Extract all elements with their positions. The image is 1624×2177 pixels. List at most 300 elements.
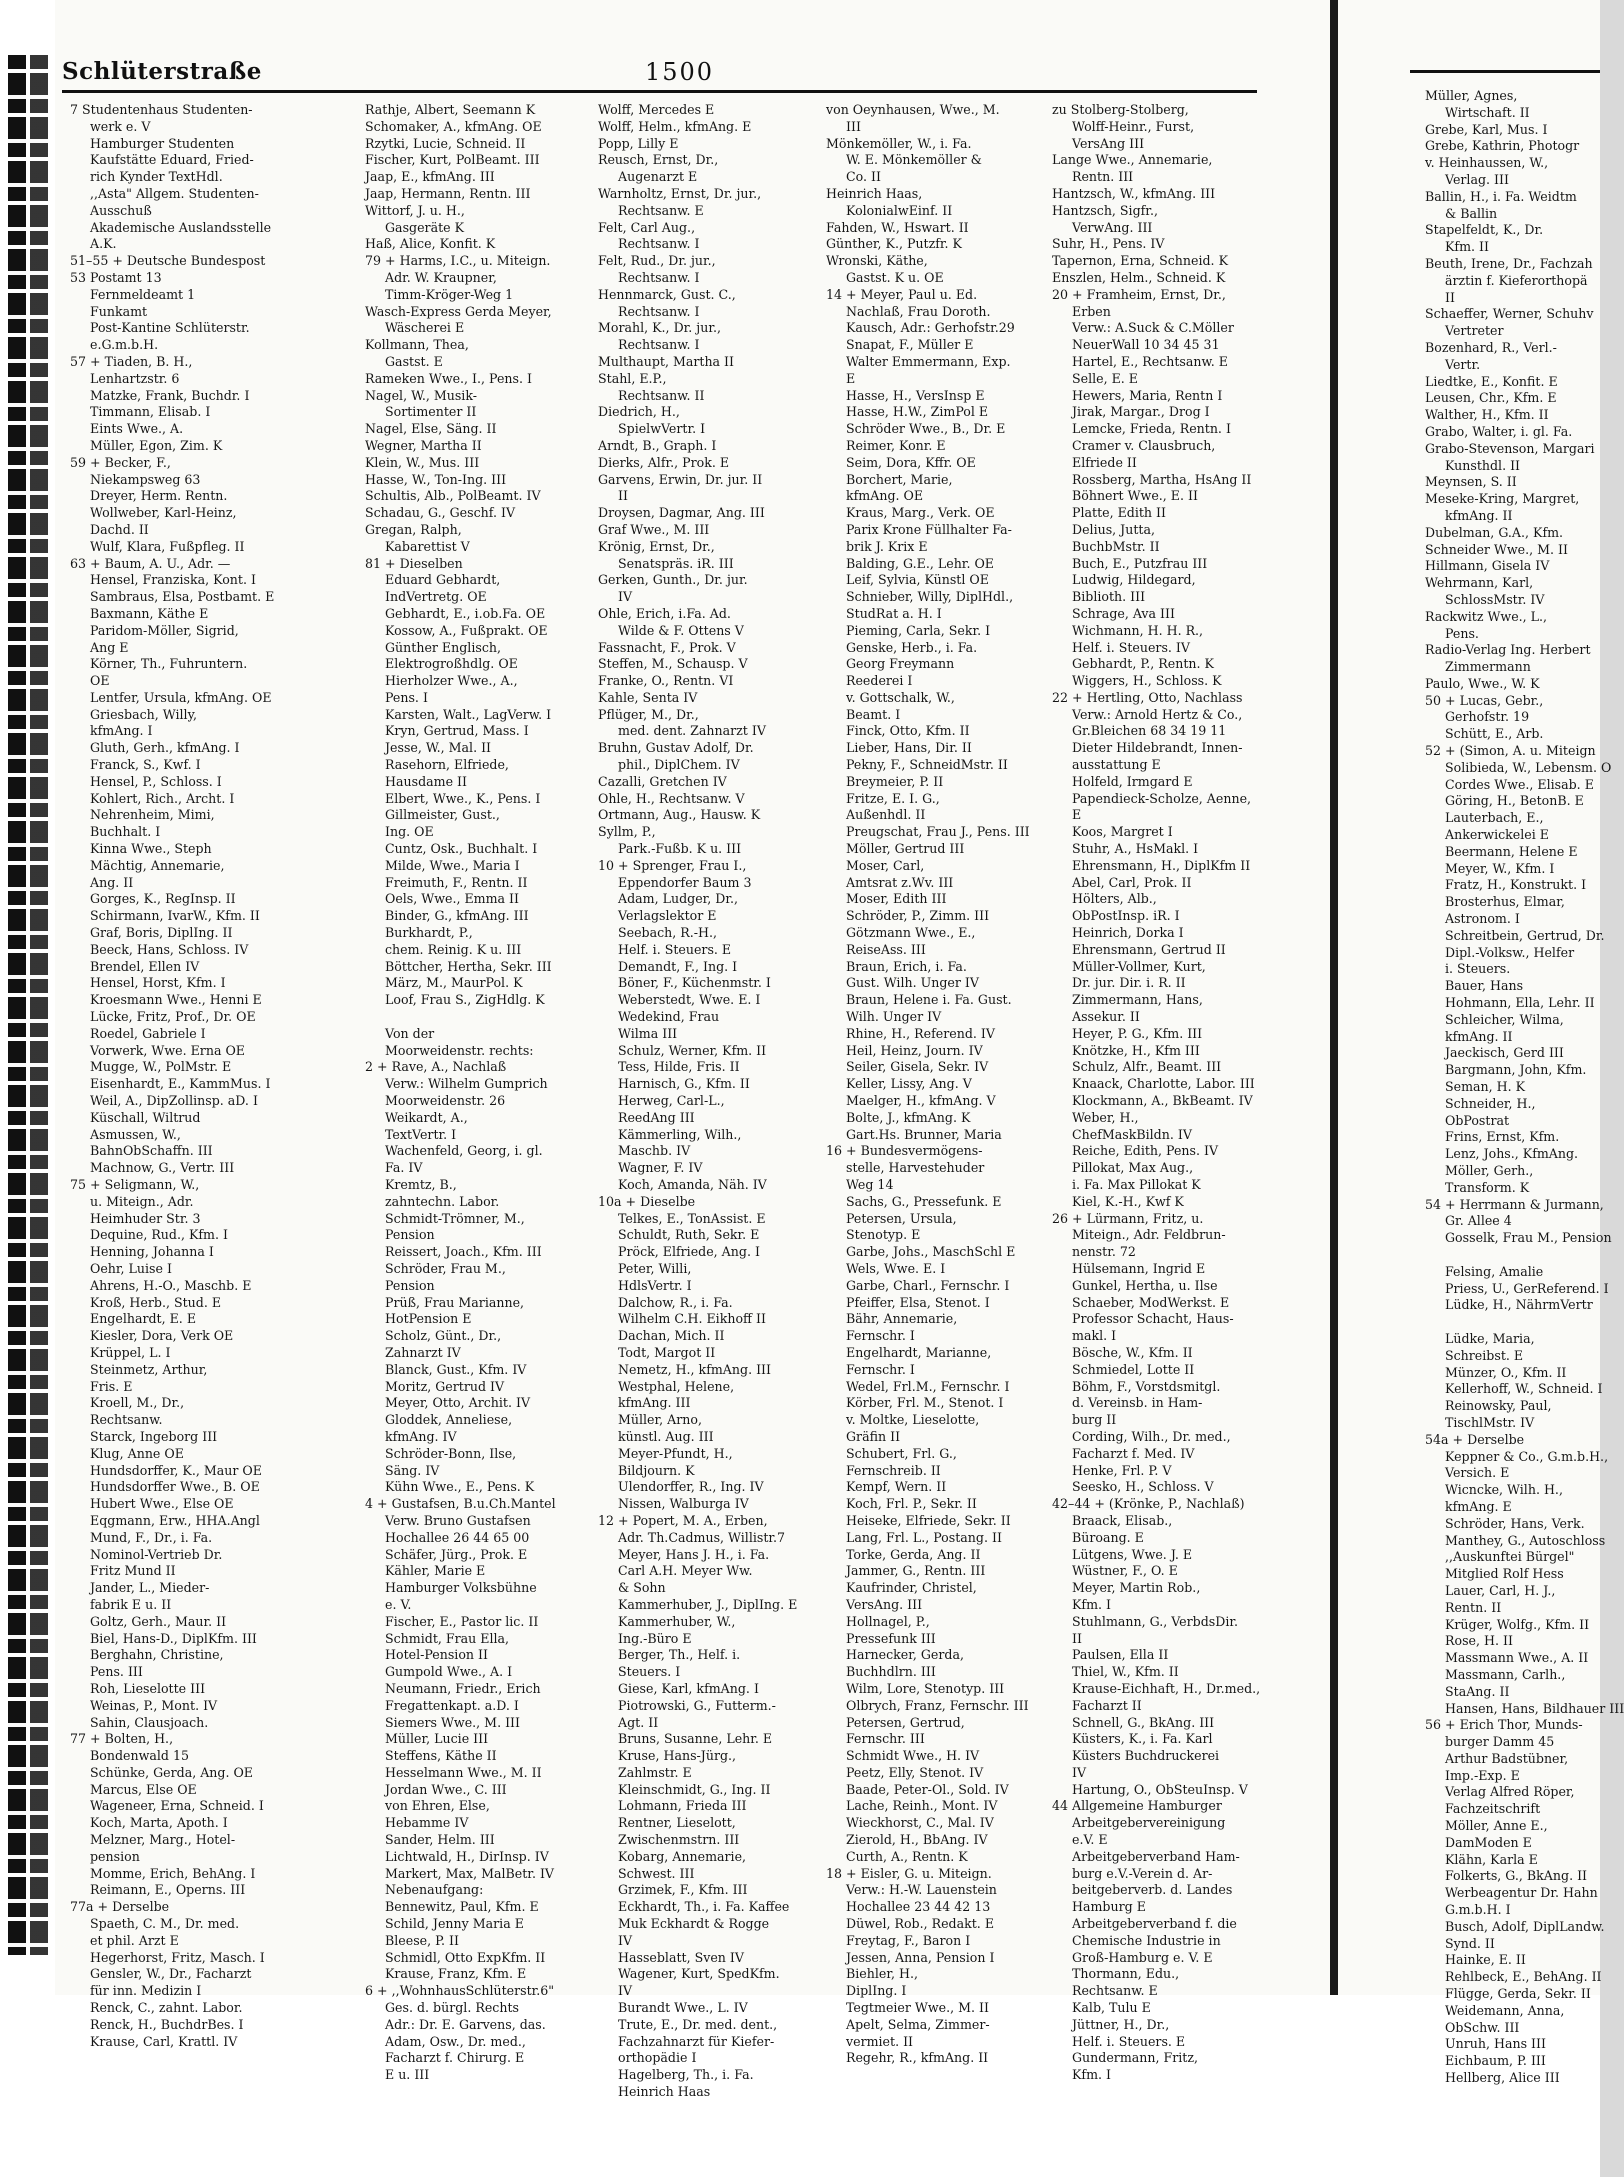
directory-entry-line: Arbeitgebervereinigung [1072, 1815, 1226, 1831]
directory-entry-line: Heimhuder Str. 3 [90, 1210, 201, 1226]
directory-entry-line: Kroell, M., Dr., [90, 1395, 185, 1411]
directory-entry-line: Schreitbein, Gertrud, Dr. [1445, 927, 1605, 943]
directory-entry-line: Kruse, Hans-Jürg., [618, 1748, 737, 1764]
directory-entry-line: Bruns, Susanne, Lehr. E [618, 1731, 773, 1747]
directory-entry-line: Solibieda, W., Lebensm. O [1445, 759, 1612, 775]
directory-entry-line: kfmAng. E [1445, 1498, 1512, 1514]
directory-entry-line: Schubert, Frl. G., [846, 1445, 957, 1461]
directory-entry-line: Warnholtz, Ernst, Dr. jur., [598, 185, 762, 201]
directory-entry-line: Verw.: Wilhelm Gumprich [385, 1076, 548, 1092]
directory-entry-line: Günther, K., Putzfr. K [826, 236, 962, 252]
directory-entry-line: Kämmerling, Wilh., [618, 1126, 742, 1142]
directory-entry-line: Reissert, Joach., Kfm. III [385, 1244, 542, 1260]
directory-entry-line: Machnow, G., Vertr. III [90, 1160, 235, 1176]
directory-entry-line: Dipl.-Volksw., Helfer [1445, 944, 1575, 960]
directory-entry-line: Dreyer, Herm. Rentn. [90, 488, 228, 504]
directory-entry-line: Lemcke, Frieda, Rentn. I [1072, 421, 1231, 437]
directory-entry-line: Bennewitz, Paul, Kfm. E [385, 1899, 539, 1915]
directory-entry-line: ObPostInsp. iR. I [1072, 908, 1180, 924]
directory-entry-line: Mund, F., Dr., i. Fa. [90, 1529, 213, 1545]
directory-entry-line: BahnObSchaffn. III [90, 1143, 213, 1159]
directory-entry-line: Grzimek, F., Kfm. III [618, 1882, 748, 1898]
directory-entry-line: Bähr, Annemarie, [846, 1311, 958, 1327]
directory-entry-line: & Sohn [618, 1580, 666, 1596]
directory-entry-line: Sambraus, Elsa, Postbamt. E [90, 589, 275, 605]
directory-entry-line: Nissen, Walburga IV [618, 1496, 749, 1512]
directory-entry-line: Niekampsweg 63 [90, 471, 201, 487]
directory-entry-line: Fischer, E., Pastor lic. II [385, 1613, 539, 1629]
directory-entry-line: Fritze, E. I. G., [846, 790, 940, 806]
directory-entry-line: Steuers. I [618, 1664, 681, 1680]
directory-entry-line: Gregan, Ralph, [365, 521, 462, 537]
directory-entry-line: Lange Wwe., Annemarie, [1052, 152, 1213, 168]
directory-entry-line: Beermann, Helene E [1445, 843, 1578, 859]
directory-entry-line: Günther Englisch, [385, 639, 501, 655]
directory-entry-line: Wilma III [618, 1025, 678, 1041]
directory-entry-line: Heil, Heinz, Journ. IV [846, 1042, 983, 1058]
directory-entry-line: Burkhardt, P., [385, 925, 473, 941]
directory-entry-line: Melzner, Marg., Hotel- [90, 1832, 236, 1848]
directory-entry-line: Klug, Anne OE [90, 1445, 184, 1461]
directory-entry-line: Eichbaum, P. III [1445, 2053, 1546, 2069]
directory-entry-line: Hölters, Alb., [1072, 891, 1157, 907]
directory-entry-line: Cording, Wilh., Dr. med., [1072, 1428, 1231, 1444]
directory-entry-line: u. Miteign., Adr. [90, 1193, 194, 1209]
directory-entry-line: Gebhardt, P., Rentn. K [1072, 656, 1214, 672]
directory-entry-line: E [846, 370, 856, 386]
directory-entry-line: Stapelfeldt, K., Dr. [1425, 222, 1544, 238]
directory-entry-line: Pröck, Elfriede, Ang. I [618, 1244, 760, 1260]
directory-entry-line: Franck, S., Kwf. I [90, 757, 201, 773]
directory-entry-line: Kammerhuber, W., [618, 1613, 736, 1629]
directory-entry-line: Klockmann, A., BkBeamt. IV [1072, 1093, 1253, 1109]
directory-entry-line: Freimuth, F., Rentn. II [385, 874, 528, 890]
directory-entry-line: Böhm, F., Vorstdsmitgl. [1072, 1378, 1221, 1394]
directory-entry-line: Giese, Karl, kfmAng. I [618, 1680, 759, 1696]
directory-entry-line: Hubert Wwe., Else OE [90, 1496, 234, 1512]
directory-entry-line: Wiggers, H., Schloss. K [1072, 673, 1222, 689]
directory-entry-line: Reinowsky, Paul, [1445, 1398, 1552, 1414]
directory-entry-line: Kunsthdl. II [1445, 457, 1521, 473]
directory-entry-line: Starck, Ingeborg III [90, 1428, 218, 1444]
directory-entry-line: Bösche, W., Kfm. II [1072, 1344, 1193, 1360]
directory-entry-line: Von der [385, 1025, 435, 1041]
directory-entry-line: Rhine, H., Referend. IV [846, 1025, 995, 1041]
directory-entry-line: Renck, C., zahnt. Labor. [90, 2000, 243, 2016]
directory-entry-line: ausstattung E [1072, 757, 1161, 773]
directory-entry-line: Außenhdl. II [846, 807, 926, 823]
directory-entry-line: DiplIng. I [846, 1983, 907, 1999]
directory-entry-line: Akademische Auslandsstelle [90, 219, 272, 235]
directory-entry-line: Hantzsch, W., kfmAng. III [1052, 185, 1216, 201]
directory-entry-line: Buchhdlrn. III [846, 1664, 936, 1680]
directory-entry-line: Gosselk, Frau M., Pension [1445, 1230, 1612, 1246]
directory-entry-line: 59 + Becker, F., [70, 454, 171, 470]
directory-entry-line: Harnecker, Gerda, [846, 1647, 964, 1663]
directory-entry-line: Braack, Elisab., [1072, 1512, 1173, 1528]
directory-entry-line: Moser, Edith III [846, 891, 947, 907]
directory-entry-line: Busch, Adolf, DiplLandw. [1445, 1918, 1605, 1934]
directory-entry-line: Graf, Boris, DiplIng. II [90, 925, 233, 941]
directory-entry-line: Paridom-Möller, Sigrid, [90, 622, 239, 638]
directory-entry-line: Baxmann, Käthe E [90, 605, 209, 621]
directory-entry-line: Flügge, Gerda, Sekr. II [1445, 1986, 1591, 2002]
directory-entry-line: Wirtschaft. II [1445, 104, 1530, 120]
directory-entry-line: Moorweidenstr. rechts: [385, 1042, 534, 1058]
directory-entry-line: VersAng III [1072, 135, 1145, 151]
directory-entry-line: rich Kynder TextHdl. [90, 169, 223, 185]
directory-entry-line: Verlagslektor E [618, 908, 717, 924]
directory-entry-line: Gastst. E [385, 353, 443, 369]
directory-entry-line: Markert, Max, MalBetr. IV [385, 1865, 555, 1881]
directory-entry-line: i. Fa. Max Pillokat K [1072, 1177, 1201, 1192]
directory-entry-line: Berger, Th., Helf. i. [618, 1647, 741, 1663]
directory-entry-line: Ohle, H., Rechtsanw. V [598, 790, 745, 806]
directory-entry-line: Kellerhoff, W., Schneid. I [1445, 1381, 1603, 1397]
directory-entry-line: 79 + Harms, I.C., u. Miteign. [365, 253, 551, 269]
directory-entry-line: Müller, Egon, Zim. K [90, 437, 223, 453]
directory-entry-line: Dachan, Mich. II [618, 1328, 725, 1344]
directory-entry-line: d. Vereinsb. in Ham- [1072, 1395, 1203, 1411]
directory-entry-line: Seim, Dora, Kffr. OE [846, 454, 976, 470]
directory-entry-line: Reimer, Konr. E [846, 437, 946, 453]
directory-entry-line: Ortmann, Aug., Hausw. K [598, 807, 761, 823]
directory-entry-line: Parix Krone Füllhalter Fa- [846, 521, 1012, 537]
directory-entry-line: 63 + Baum, A. U., Adr. — [70, 555, 231, 571]
directory-entry-line: Zwischenmstrn. III [618, 1832, 740, 1848]
directory-entry-line: Cramer v. Clausbruch, [1072, 437, 1216, 453]
directory-entry-line: SpielwVertr. I [618, 421, 706, 437]
directory-entry-line: Vertr. [1445, 356, 1481, 372]
directory-entry-line: Rehlbeck, E., BehAng. II [1445, 1969, 1602, 1985]
directory-entry-line [1425, 1247, 1603, 1264]
directory-entry-line: Gundermann, Fritz, [1072, 2050, 1198, 2066]
directory-entry-line: burger Damm 45 [1445, 1734, 1555, 1750]
directory-entry-line: Franke, O., Rentn. VI [598, 673, 734, 689]
directory-entry-line: Schmiedel, Lotte II [1072, 1361, 1195, 1377]
directory-entry-line: Spaeth, C. M., Dr. med. [90, 1916, 240, 1932]
directory-entry-line: Nagel, Else, Säng. II [365, 421, 497, 437]
directory-entry-line: Weikardt, A., [385, 1109, 468, 1125]
directory-entry-line: Facharzt f. Med. IV [1072, 1445, 1195, 1461]
directory-entry-line: Stuhr, A., HsMakl. I [1072, 841, 1199, 857]
directory-entry-line: Professor Schacht, Haus- [1072, 1311, 1234, 1327]
directory-entry-line: Transform. K [1445, 1179, 1530, 1195]
directory-entry-line: Verw.: A.Suck & C.Möller [1072, 320, 1234, 336]
directory-entry-line: Koch, Amanda, Näh. IV [618, 1177, 767, 1192]
directory-entry-line: Meyer, Otto, Archit. IV [385, 1395, 531, 1411]
directory-entry-line: Müller, Agnes, [1425, 88, 1518, 103]
directory-entry-line: Kollmann, Thea, [365, 337, 469, 353]
directory-entry-line: Wollweber, Karl-Heinz, [90, 505, 237, 521]
directory-entry-line: Ang. II [90, 874, 134, 890]
directory-column-4 [826, 102, 1044, 2066]
directory-entry-line: Krüppel, L. I [90, 1344, 171, 1360]
directory-entry-line: A.K. [90, 236, 117, 252]
directory-entry-line: Wieckhorst, C., Mal. IV [846, 1815, 994, 1831]
directory-entry-line: 51–55 + Deutsche Bundespost [70, 253, 266, 269]
directory-entry-line: ,,Asta" Allgem. Studenten- [90, 185, 259, 201]
directory-entry-line: Priess, U., GerReferend. I [1445, 1280, 1609, 1296]
directory-entry-line: Leusen, Chr., Kfm. E [1425, 390, 1557, 406]
directory-entry-line: Jirak, Margar., Drog I [1072, 404, 1210, 420]
directory-entry-line: Adam, Ludger, Dr., [618, 891, 739, 907]
directory-entry-line: Buchhalt. I [90, 824, 161, 840]
directory-entry-line: IndVertretg. OE [385, 589, 487, 605]
directory-entry-line: Freytag, F., Baron I [846, 1932, 971, 1948]
directory-entry-line: Schröder, Hans, Verk. [1445, 1515, 1585, 1531]
directory-entry-line: Ohle, Erich, i.Fa. Ad. [598, 605, 731, 621]
directory-entry-line: Hagelberg, Th., i. Fa. [618, 2067, 754, 2083]
directory-entry-line: II [1445, 289, 1455, 305]
directory-entry-line: Hensel, Franziska, Kont. I [90, 572, 256, 588]
directory-entry-line: Thormann, Edu., [1072, 1966, 1180, 1982]
directory-entry-line: Gunkel, Hertha, u. Ilse [1072, 1277, 1218, 1293]
directory-entry-line: Preugschat, Frau J., Pens. III [846, 824, 1030, 840]
directory-entry-line: Koch, Marta, Apoth. I [90, 1815, 228, 1831]
directory-entry-line: Berghahn, Christine, [90, 1647, 224, 1663]
directory-entry-line: Beamt. I [846, 706, 901, 722]
directory-entry-line: Beeck, Hans, Schloss. IV [90, 941, 249, 957]
directory-entry-line: Burandt Wwe., L. IV [618, 2000, 748, 2016]
directory-entry-line: Steffens, Käthe II [385, 1748, 497, 1764]
directory-entry-line: Moritz, Gertrud IV [385, 1378, 505, 1394]
directory-entry-line: Zierold, H., BbAng. IV [846, 1832, 988, 1848]
directory-entry-line: Nominol-Vertrieb Dr. [90, 1546, 223, 1562]
directory-column-6 [1425, 88, 1624, 2086]
directory-entry-line: ReedAng III [618, 1109, 695, 1125]
directory-entry-line: Gr.Bleichen 68 34 19 11 [1072, 723, 1227, 739]
directory-entry-line: Wasch-Express Gerda Meyer, [365, 303, 552, 319]
header-rule [62, 90, 1257, 93]
directory-entry-line: Kroesmann Wwe., Henni E [90, 992, 262, 1008]
directory-entry-line: Moorweidenstr. 26 [385, 1093, 506, 1109]
directory-entry-line: Erben [1072, 303, 1111, 319]
directory-entry-line: Ulendorffer, R., Ing. IV [618, 1479, 764, 1495]
directory-entry-line: 75 + Seligmann, W., [70, 1177, 200, 1192]
directory-entry-line: beitgeberverb. d. Landes [1072, 1882, 1233, 1898]
directory-entry-line: Lücke, Fritz, Prof., Dr. OE [90, 1009, 256, 1025]
directory-entry-line: Folkerts, G., BkAng. II [1445, 1868, 1588, 1884]
directory-entry-line: DamModen E [1445, 1834, 1532, 1850]
directory-entry-line: 54a + Derselbe [1425, 1431, 1525, 1447]
directory-entry-line: Wilhelm C.H. Eikhoff II [618, 1311, 766, 1327]
directory-entry-line: Lüdke, H., NährmVertr [1445, 1297, 1593, 1313]
directory-entry-line: Hamburger Volksbühne [385, 1580, 537, 1596]
directory-entry-line: Timm-Kröger-Weg 1 [385, 286, 514, 302]
directory-entry-line: Bondenwald 15 [90, 1748, 189, 1764]
directory-entry-line: Finck, Otto, Kfm. II [846, 723, 970, 739]
directory-entry-line: Garbe, Charl., Fernschr. I [846, 1277, 1010, 1293]
directory-entry-line: Felt, Rud., Dr. jur., [598, 253, 716, 269]
directory-entry-line: Krönig, Ernst, Dr., [598, 538, 715, 554]
directory-entry-line: Hollnagel, P., [846, 1613, 930, 1629]
directory-entry-line: TextVertr. I [385, 1126, 457, 1142]
directory-entry-line: Wüstner, F., O. E [1072, 1563, 1178, 1579]
directory-entry-line: Schreibst. E [1445, 1347, 1524, 1363]
directory-entry-line: Nemetz, H., kfmAng. III [618, 1361, 771, 1377]
directory-entry-line: Eints Wwe., A. [90, 421, 184, 437]
directory-entry-line: 44 Allgemeine Hamburger [1052, 1798, 1222, 1814]
directory-entry-line: Dalchow, R., i. Fa. [618, 1294, 733, 1310]
directory-entry-line: Agt. II [618, 1714, 659, 1730]
directory-entry-line: künstl. Aug. III [618, 1428, 714, 1444]
directory-entry-line: Syllm, P., [598, 824, 656, 840]
directory-entry-line: Hennmarck, Gust. C., [598, 286, 736, 302]
directory-entry-line: Gillmeister, Gust., [385, 807, 500, 823]
directory-entry-line: Elektrogroßhdlg. OE [385, 656, 518, 672]
directory-entry-line: Bauer, Hans [1445, 978, 1524, 994]
directory-entry-line: Torke, Gerda, Ang. II [846, 1546, 981, 1562]
directory-entry-line: Lauer, Carl, H. J., [1445, 1582, 1556, 1598]
directory-entry-line: 81 + Dieselben [365, 555, 463, 571]
directory-entry-line: Fris. E [90, 1378, 133, 1394]
directory-entry-line: StaAng. II [1445, 1683, 1510, 1699]
directory-entry-line: Möller, Gerh., [1445, 1163, 1534, 1178]
directory-entry-line: Radio-Verlag Ing. Herbert [1425, 642, 1591, 658]
directory-entry-line: Gorges, K., RegInsp. II [90, 891, 236, 907]
directory-entry-line: Meyer, Martin Rob., [1072, 1580, 1201, 1596]
directory-entry-line: Gluth, Gerh., kfmAng. I [90, 740, 240, 756]
directory-entry-line: Zimmermann [1445, 659, 1531, 675]
directory-entry-line: Pekny, F., SchneidMstr. II [846, 757, 1008, 773]
directory-entry-line: Pens. [1445, 625, 1479, 641]
directory-entry-line: Nehrenheim, Mimi, [90, 807, 215, 823]
directory-entry-line: Garvens, Erwin, Dr. jur. II [598, 471, 763, 487]
directory-entry-line: Meynsen, S. II [1425, 474, 1517, 490]
directory-entry-line: Reusch, Ernst, Dr., [598, 152, 719, 168]
directory-entry-line: Wels, Wwe. E. I [846, 1260, 946, 1276]
directory-entry-line: Kinna Wwe., Steph [90, 841, 212, 857]
directory-entry-line: Gebhardt, E., i.ob.Fa. OE [385, 605, 546, 621]
directory-entry-line: Krause, Franz, Kfm. E [385, 1966, 527, 1982]
directory-entry-line: Grabo-Stevenson, Margari [1425, 440, 1595, 456]
directory-entry-line: Schuldt, Ruth, Sekr. E [618, 1227, 760, 1243]
directory-entry-line: Nebenaufgang: [385, 1882, 484, 1898]
directory-entry-line: Verlag. III [1445, 171, 1509, 187]
directory-entry-line: Griesbach, Willy, [90, 706, 198, 722]
directory-entry-line: Koch, Frl. P., Sekr. II [846, 1496, 977, 1512]
directory-entry-line: kfmAng. III [618, 1395, 691, 1411]
directory-entry-line: Rose, H. II [1445, 1633, 1513, 1649]
directory-entry-line: Harnisch, G., Kfm. II [618, 1076, 750, 1092]
directory-entry-line: 2 + Rave, A., Nachlaß [365, 1059, 507, 1075]
directory-entry-line: Jammer, G., Rentn. III [846, 1563, 986, 1579]
directory-entry-line: Bruhn, Gustav Adolf, Dr. [598, 740, 754, 756]
directory-entry-line: Graf Wwe., M. III [598, 521, 710, 537]
directory-entry-line: Dieter Hildebrandt, Innen- [1072, 740, 1243, 756]
directory-entry-line: 20 + Framheim, Ernst, Dr., [1052, 286, 1226, 302]
directory-entry-line: Schröder-Bonn, Ilse, [385, 1445, 517, 1461]
directory-entry-line: Hundsdorffer Wwe., B. OE [90, 1479, 260, 1495]
directory-entry-line: Körner, Th., Fuhruntern. [90, 656, 248, 672]
directory-entry-line: Hartel, E., Rechtsanw. E [1072, 353, 1228, 369]
directory-entry-line: Post-Kantine Schlüterstr. [90, 320, 250, 336]
directory-entry-line: zahntechn. Labor. [385, 1193, 500, 1209]
directory-entry-line: kfmAng. II [1445, 507, 1513, 523]
directory-entry-line: Gensler, W., Dr., Facharzt [90, 1966, 252, 1982]
directory-entry-line: Unruh, Hans III [1445, 2036, 1546, 2052]
directory-entry-line: Scholz, Günt., Dr., [385, 1328, 502, 1344]
directory-entry-line: ärztin f. Kieferorthopä [1445, 272, 1588, 288]
directory-entry-line: IV [618, 1932, 633, 1948]
directory-entry-line: v. Heinhaussen, W., [1425, 155, 1549, 171]
directory-entry-line: Wagener, Kurt, SpedKfm. [618, 1966, 780, 1982]
directory-entry-line: Hartung, O., ObSteuInsp. V [1072, 1781, 1248, 1797]
directory-entry-line: Zahlmstr. E [618, 1764, 692, 1780]
directory-entry-line: v. Gottschalk, W., [846, 689, 955, 705]
directory-entry-line: Knaack, Charlotte, Labor. III [1072, 1076, 1255, 1092]
directory-entry-line: Bildjourn. K [618, 1462, 695, 1478]
directory-entry-line: Biehler, H., [846, 1966, 918, 1982]
directory-entry-line: kfmAng. IV [385, 1428, 457, 1444]
directory-entry-line: Schneider, H., [1445, 1095, 1536, 1111]
directory-entry-line: 4 + Gustafsen, B.u.Ch.Mantel [365, 1496, 556, 1512]
directory-entry-line: Schultis, Alb., PolBeamt. IV [365, 488, 541, 504]
directory-entry-line: Rechtsanw. E [618, 202, 704, 218]
directory-entry-line: Küschall, Wiltrud [90, 1109, 201, 1125]
directory-entry-line: Cordes Wwe., Elisab. E [1445, 776, 1594, 792]
directory-entry-line: kfmAng. I [90, 723, 153, 739]
directory-entry-line: Eppendorfer Baum 3 [618, 874, 752, 890]
directory-entry-line: Göring, H., BetonB. E [1445, 793, 1584, 809]
directory-entry-line: Demandt, F., Ing. I [618, 958, 738, 974]
directory-entry-line: IV [618, 589, 633, 605]
directory-entry-line: Blanck, Gust., Kfm. IV [385, 1361, 527, 1377]
directory-entry-line: Olbrych, Franz, Fernschr. III [846, 1697, 1029, 1713]
directory-entry-line: Timmann, Elisab. I [90, 404, 211, 420]
directory-entry-line: Massmann Wwe., A. II [1445, 1650, 1589, 1666]
directory-entry-line: Arbeitgeberverband Ham- [1072, 1848, 1240, 1864]
directory-entry-line: Breymeier, P. II [846, 773, 944, 789]
directory-entry-line: Walther, H., Kfm. II [1425, 407, 1549, 423]
directory-entry-line: Fernschr. I [846, 1328, 915, 1344]
directory-entry-line: Schmidt-Trömner, M., [385, 1210, 525, 1226]
directory-entry-line: 22 + Hertling, Otto, Nachlass [1052, 689, 1243, 705]
directory-entry-line: Gerhofstr. 19 [1445, 709, 1530, 725]
directory-entry-line: Dierks, Alfr., Prok. E [598, 454, 730, 470]
directory-entry-line: Garbe, Johs., MaschSchl E [846, 1244, 1016, 1260]
directory-entry-line: Sortimenter II [385, 404, 477, 420]
directory-entry-line: Petersen, Gertrud, [846, 1714, 965, 1730]
directory-entry-line: chem. Reinig. K u. III [385, 941, 522, 957]
directory-entry-line: Pens. III [90, 1664, 143, 1680]
directory-entry-line: Hasseblatt, Sven IV [618, 1949, 744, 1965]
directory-entry-line: Grebe, Kathrin, Photogr [1425, 138, 1580, 154]
directory-entry-line: Renck, H., BuchdrBes. I [90, 2016, 244, 2032]
directory-entry-line: Suhr, H., Pens. IV [1052, 236, 1165, 252]
directory-entry-line: Kaufstätte Eduard, Fried- [90, 152, 254, 168]
directory-entry-line: Gasgeräte K [385, 219, 464, 235]
directory-entry-line: Fa. IV [385, 1160, 423, 1176]
directory-entry-line: Helf. i. Steuers. E [1072, 2033, 1186, 2049]
directory-entry-line: Thiel, W., Kfm. II [1072, 1664, 1179, 1680]
directory-entry-line: nenstr. 72 [1072, 1244, 1136, 1260]
directory-entry-line: Carl A.H. Meyer Ww. [618, 1563, 753, 1579]
directory-entry-line: Elbert, Wwe., K., Pens. I [385, 790, 541, 806]
directory-entry-line: Helf. i. Steuers. E [618, 941, 732, 957]
directory-entry-line: Delius, Jutta, [1072, 521, 1155, 537]
directory-entry-line: G.m.b.H. I [1445, 1902, 1511, 1918]
directory-entry-line: Multhaupt, Martha II [598, 353, 735, 369]
directory-entry-line: März, M., MaurPol. K [385, 975, 523, 991]
directory-entry-line: Dachd. II [90, 521, 149, 537]
directory-column-2 [365, 102, 585, 2083]
directory-entry-line: Verlag Alfred Röper, [1445, 1784, 1575, 1800]
directory-entry-line: kfmAng. II [1445, 1028, 1513, 1044]
directory-entry-line: Kaufrinder, Christel, [846, 1580, 977, 1596]
directory-entry-line: Synd. II [1445, 1935, 1495, 1951]
